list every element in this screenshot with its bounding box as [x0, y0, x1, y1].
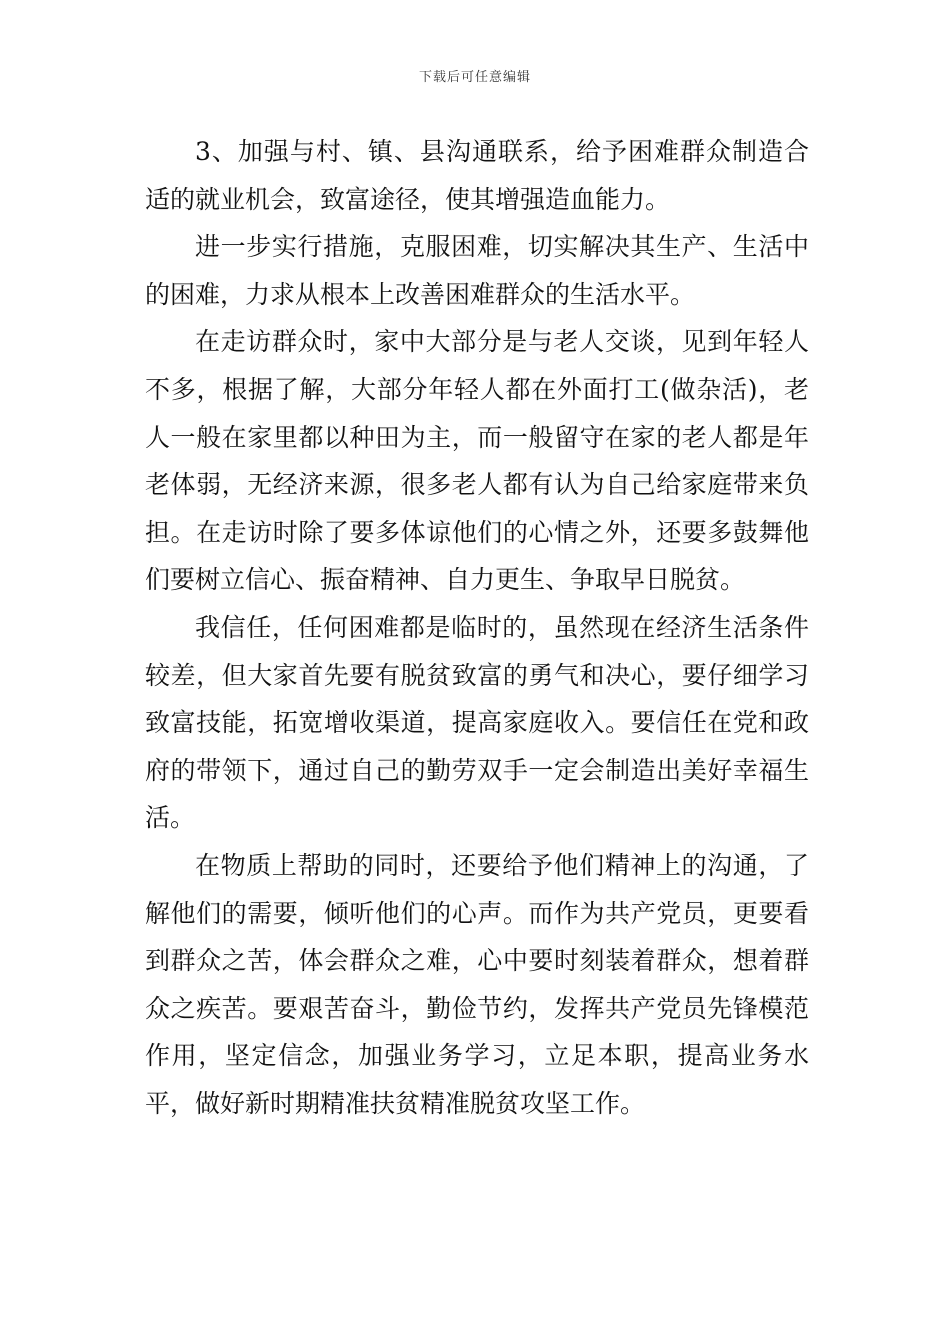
header-note: 下载后可任意编辑 — [418, 70, 531, 85]
paragraph-3: 在走访群众时，家中大部分是与老人交谈，见到年轻人不多，根据了解，大部分年轻人都在外面打工(做杂活)，老人一般在家里都以种田为主，而一般留守在家的老人都是年老体弱，无经济来源，很多老人都有认为自己给家庭带来负担。在走访时除了要多体谅他们的心情之外，还要多鼓舞他们要树立信心、振奋精神、自力更生、争取早日脱贫。 — [145, 327, 809, 595]
document-body — [145, 128, 809, 1127]
paragraph-4: 我信任，任何困难都是临时的，虽然现在经济生活条件较差，但大家首先要有脱贫致富的勇气和决心，要仔细学习致富技能，拓宽增收渠道，提高家庭收入。要信任在党和政府的带领下，通过自己的勤劳双手一定会制造出美好幸福生活。 — [145, 612, 809, 833]
paragraph-5: 在物质上帮助的同时，还要给予他们精神上的沟通，了解他们的需要，倾听他们的心声。而作为共产党员，更要看到群众之苦，体会群众之难，心中要时刻装着群众，想着群众之疾苦。要艰苦奋斗，勤俭节约，发挥共产党员先锋模范作用，坚定信念，加强业务学习，立足本职，提高业务水平，做好新时期精准扶贫精准脱贫攻坚工作。 — [145, 850, 809, 1118]
paragraph-2: 进一步实行措施，克服困难，切实解决其生产、生活中的困难，力求从根本上改善困难群众的生活水平。 — [145, 232, 809, 309]
paragraph-1: 3、加强与村、镇、县沟通联系，给予困难群众制造合适的就业机会，致富途径，使其增强造血能力。 — [145, 137, 809, 214]
